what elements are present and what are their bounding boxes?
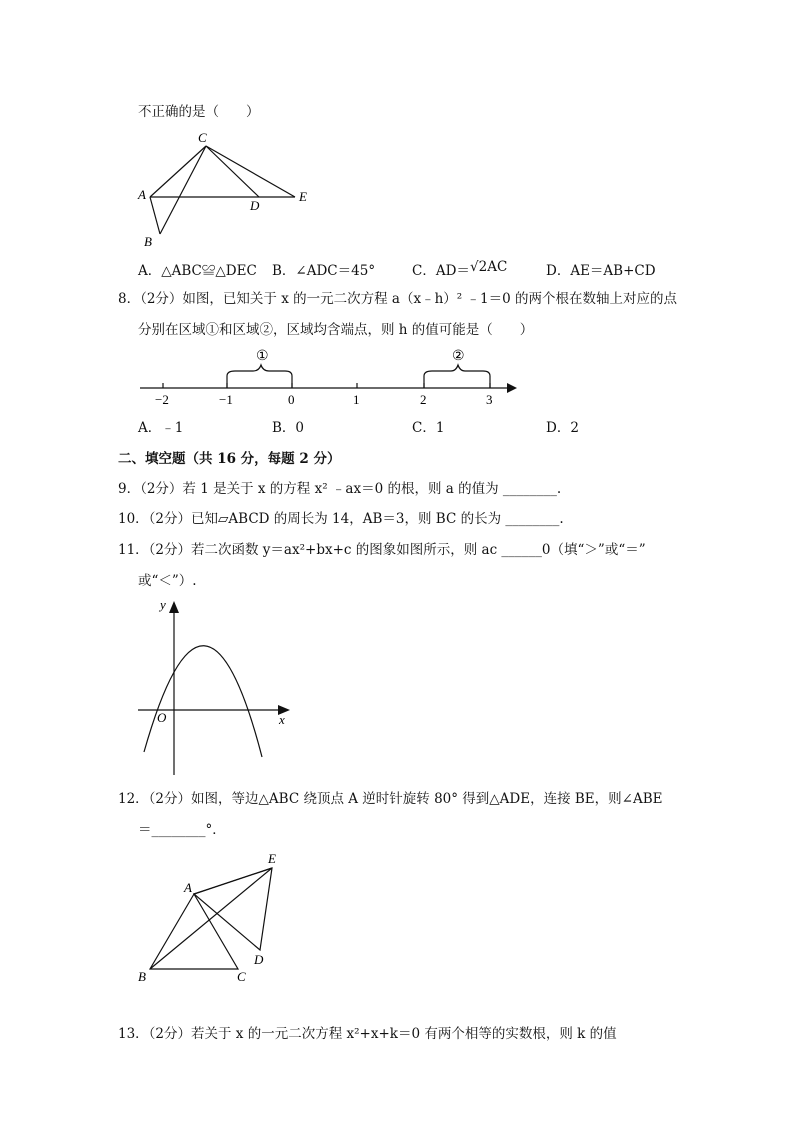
q8-option-d: D．2 xyxy=(546,420,579,436)
q8-region-2: ② xyxy=(452,349,465,364)
q11-label-y: y xyxy=(160,597,166,612)
q7-option-a: A．△ABC≌△DEC xyxy=(138,263,257,279)
q8-question-line1: 8．（2分）如图，已知关于 x 的一元二次方程 a（x﹣h）² ﹣1＝0 的两个根在数轴上对应的点 xyxy=(118,291,677,307)
q11-label-x: x xyxy=(279,712,285,727)
q12-rotation-figure xyxy=(130,848,290,988)
section-title: 二、填空题（共 16 分，每题 2 分） xyxy=(118,451,341,467)
q8-tick-label: 2 xyxy=(420,392,427,407)
q7-question-tail: 不正确的是（ ） xyxy=(138,104,260,120)
q7-option-b: B．∠ADC＝45° xyxy=(272,263,376,279)
q8-tick-label: −1 xyxy=(219,392,233,407)
q8-region-1: ① xyxy=(256,349,269,364)
q7-option-c-sqrt: √2AC xyxy=(470,259,508,275)
q12-question-line2: ＝________°． xyxy=(138,822,226,838)
axis-arrow-icon xyxy=(507,383,517,393)
q8-option-c: C．1 xyxy=(412,420,445,436)
q7-option-c: C．AD＝ xyxy=(412,263,470,279)
q12-question-line1: 12．（2分）如图，等边△ABC 绕顶点 A 逆时针旋转 80° 得到△ADE，连接 BE，则∠ABE xyxy=(118,791,663,807)
q12-label-d: D xyxy=(254,952,264,967)
q7-label-a: A xyxy=(138,187,146,202)
q7-option-d: D．AE＝AB+CD xyxy=(546,263,656,279)
q8-option-b: B．0 xyxy=(272,420,305,436)
q7-triangle-figure xyxy=(130,128,330,253)
q8-question-line2: 分别在区域①和区域②，区域均含端点，则 h 的值可能是（ ） xyxy=(138,322,534,338)
q11-question-line2: 或“＜”）. xyxy=(138,573,197,589)
q8-tick-label: −2 xyxy=(155,392,169,407)
q11-parabola-graph xyxy=(132,597,297,779)
q7-label-b: B xyxy=(144,234,152,249)
q8-tick-label: 3 xyxy=(486,392,493,407)
q7-label-d: D xyxy=(250,198,260,213)
q10-question: 10．（2分）已知▱ABCD 的周长为 14，AB＝3，则 BC 的长为 ________. xyxy=(118,511,564,527)
q8-number-line xyxy=(135,343,525,408)
y-axis-arrow-icon xyxy=(169,601,179,613)
q12-label-c: C xyxy=(237,969,246,984)
q12-label-b: B xyxy=(138,969,146,984)
q8-tick-label: 1 xyxy=(353,392,360,407)
q7-label-c: C xyxy=(198,130,207,145)
q8-option-a: A．﹣1 xyxy=(138,420,184,436)
q8-tick-label: 0 xyxy=(288,392,295,407)
q12-label-e: E xyxy=(268,851,276,866)
q11-label-o: O xyxy=(157,710,167,725)
q11-question-line1: 11．（2分）若二次函数 y＝ax²+bx+c 的图象如图所示，则 ac ______0（填“＞”或“＝” xyxy=(118,542,646,558)
q7-label-e: E xyxy=(299,189,307,204)
q13-question: 13．（2分）若关于 x 的一元二次方程 x²+x+k＝0 有两个相等的实数根，则 k 的值 xyxy=(118,1026,617,1042)
q9-question: 9．（2分）若 1 是关于 x 的方程 x² ﹣ax＝0 的根，则 a 的值为 ________. xyxy=(118,481,562,497)
q12-label-a: A xyxy=(184,880,192,895)
